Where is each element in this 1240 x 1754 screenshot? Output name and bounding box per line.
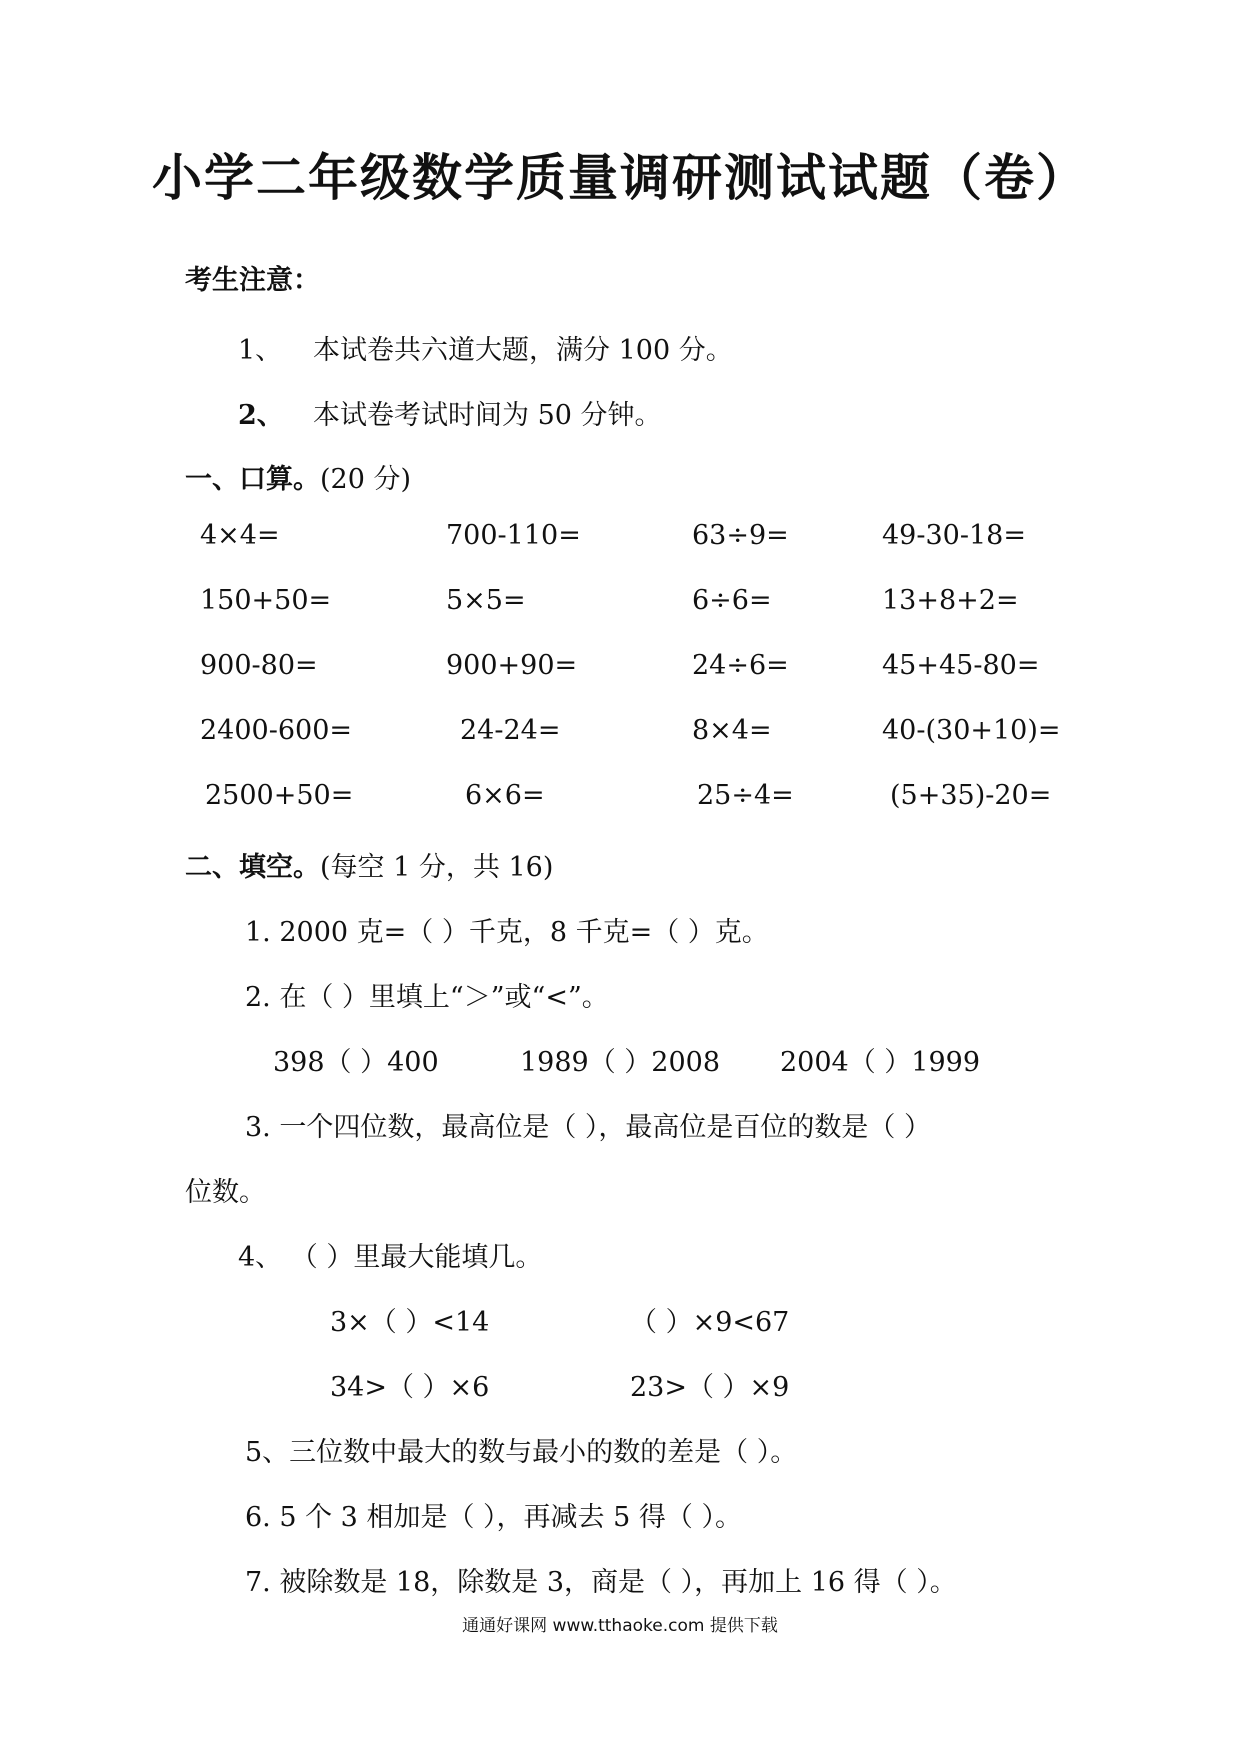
section-2-score: (每空 1 分，共 16)	[320, 852, 554, 883]
fill-question-4-item-4: 23>（ ）×9	[630, 1372, 790, 1403]
fill-question-4-item-2: （ ）×9<67	[630, 1307, 790, 1338]
fill-question-3-line-1: 3. 一个四位数，最高位是（ ），最高位是百位的数是（ ）	[245, 1112, 932, 1143]
fill-question-4: 4、 （ ）里最大能填几。	[238, 1242, 543, 1273]
calc-r2-c2: 5×5=	[446, 585, 526, 616]
fill-question-4-item-1: 3×（ ）<14	[330, 1307, 490, 1338]
calc-r4-c3: 8×4=	[692, 715, 772, 746]
calc-r1-c1: 4×4=	[200, 520, 280, 551]
calc-r3-c4: 45+45-80=	[882, 650, 1040, 681]
fill-question-3-line-2: 位数。	[185, 1177, 266, 1208]
calc-r4-c4: 40-(30+10)=	[882, 715, 1061, 746]
calc-r4-c1: 2400-600=	[200, 715, 352, 746]
fill-question-7: 7. 被除数是 18，除数是 3，商是（ ），再加上 16 得（ ）。	[245, 1567, 957, 1598]
fill-question-2-item-1: 398（ ）400	[273, 1047, 439, 1078]
calc-r3-c2: 900+90=	[446, 650, 578, 681]
section-1-heading: 一、口算。	[185, 464, 320, 495]
calc-r1-c2: 700-110=	[446, 520, 581, 551]
fill-question-1: 1. 2000 克=（ ）千克，8 千克=（ ）克。	[245, 917, 769, 948]
fill-question-2: 2. 在（ ）里填上“＞”或“<”。	[245, 982, 609, 1013]
section-1-score: (20 分)	[320, 464, 412, 495]
exam-title: 小学二年级数学质量调研测试试题（卷）	[152, 148, 1088, 207]
calc-r1-c4: 49-30-18=	[882, 520, 1026, 551]
section-2-heading-line	[185, 845, 553, 884]
fill-question-5: 5、三位数中最大的数与最小的数的差是（ ）。	[245, 1437, 798, 1468]
calc-r5-c2: 6×6=	[465, 780, 545, 811]
section-1-heading-line	[185, 457, 411, 496]
section-2-heading: 二、填空。	[185, 852, 320, 883]
notice-item-1-text: 本试卷共六道大题，满分 100 分。	[313, 335, 733, 366]
fill-question-6: 6. 5 个 3 相加是（ ），再减去 5 得（ ）。	[245, 1502, 742, 1533]
calc-r2-c1: 150+50=	[200, 585, 332, 616]
calc-r2-c4: 13+8+2=	[882, 585, 1019, 616]
footer-source: 通通好课网 www.tthaoke.com 提供下载	[462, 1616, 778, 1636]
fill-question-2-item-2: 1989（ ）2008	[520, 1047, 721, 1078]
calc-r5-c3: 25÷4=	[697, 780, 794, 811]
calc-r3-c1: 900-80=	[200, 650, 318, 681]
calc-r1-c3: 63÷9=	[692, 520, 789, 551]
notice-item-2-text: 本试卷考试时间为 50 分钟。	[313, 400, 662, 431]
calc-r2-c3: 6÷6=	[692, 585, 772, 616]
fill-question-4-item-3: 34>（ ）×6	[330, 1372, 490, 1403]
notice-heading: 考生注意：	[185, 265, 320, 296]
calc-r3-c3: 24÷6=	[692, 650, 789, 681]
calc-r5-c4: (5+35)-20=	[890, 780, 1052, 811]
notice-item-1-number: 1、	[238, 335, 283, 366]
fill-question-2-item-3: 2004（ ）1999	[780, 1047, 981, 1078]
calc-r5-c1: 2500+50=	[205, 780, 354, 811]
calc-r4-c2: 24-24=	[460, 715, 561, 746]
notice-item-2-number: 2、	[238, 400, 284, 431]
